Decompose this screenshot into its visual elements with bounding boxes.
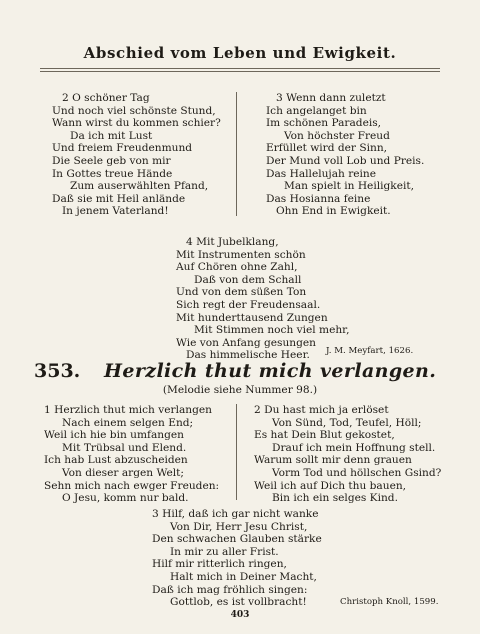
verse-line: 3 Wenn dann zuletzt — [276, 92, 386, 104]
melody-reference: (Melodie siehe Nummer 98.) — [162, 384, 318, 396]
header-rule-double — [40, 71, 440, 72]
verse-line: Und noch viel schönste Stund, — [52, 104, 216, 117]
verse-line: Daß sie mit Heil anlände — [52, 192, 186, 205]
previous-hymn-stanza-3 — [266, 92, 424, 218]
previous-hymn-author: J. M. Meyfart, 1626. — [326, 346, 414, 356]
verse-line: Im schönen Paradeis, — [266, 117, 382, 130]
hymn-stanza-2 — [254, 404, 441, 505]
verse-line: 2 O schöner Tag — [62, 92, 150, 104]
running-title: Abschied vom Leben und Ewigkeit. — [83, 44, 397, 62]
verse-line: Das Hallelujah reine — [266, 167, 377, 180]
verse-line: Mit Trübsal und Elend. — [62, 441, 187, 454]
verse-line: In Gottes treue Hände — [52, 167, 173, 180]
verse-line: Ich angelanget bin — [266, 104, 367, 117]
verse-line: Weil ich hie bin umfangen — [44, 429, 184, 442]
verse-line: In jenem Vaterland! — [62, 205, 169, 218]
verse-line: Zum auserwählten Pfand, — [70, 180, 209, 193]
verse-line: Sich regt der Freudensaal. — [176, 298, 321, 311]
verse-line: Wann wirst du kommen schier? — [52, 117, 221, 130]
verse-line: Drauf ich mein Hoffnung stell. — [272, 441, 436, 454]
verse-line: 2 Du hast mich ja erlöset — [254, 404, 389, 416]
verse-line: Der Mund voll Lob und Preis. — [266, 154, 425, 167]
verse-line: Das Hosianna feine — [266, 192, 371, 205]
verse-line: Sehn mich nach ewger Freuden: — [44, 479, 220, 492]
hymn-author: Christoph Knoll, 1599. — [340, 597, 439, 607]
column-divider — [236, 404, 237, 500]
page-number: 403 — [230, 610, 250, 620]
verse-line: O Jesu, komm nur bald. — [62, 492, 189, 505]
verse-line: Daß von dem Schall — [194, 273, 302, 286]
verse-line: Von dieser argen Welt; — [62, 466, 184, 479]
verse-line: Man spielt in Heiligkeit, — [284, 180, 414, 193]
verse-line: Ich hab Lust abzuscheiden — [44, 454, 188, 467]
verse-line: 3 Hilf, daß ich gar nicht wanke — [152, 508, 319, 520]
verse-line: Auf Chören ohne Zahl, — [176, 261, 298, 274]
verse-line: Von Dir, Herr Jesu Christ, — [170, 520, 308, 533]
verse-line: Mit hunderttausend Zungen — [176, 311, 328, 324]
header-rule — [40, 68, 440, 69]
hymn-stanza-1 — [44, 404, 219, 505]
verse-line: Vorm Tod und höllschen Gsind? — [272, 466, 442, 479]
verse-line: Und freiem Freudenmund — [52, 142, 193, 155]
verse-line: 4 Mit Jubelklang, — [186, 236, 279, 248]
hymn-number: 353. — [34, 360, 81, 382]
verse-line: Von Sünd, Tod, Teufel, Höll; — [272, 416, 422, 429]
verse-line: Das himmelische Heer. — [186, 349, 310, 362]
verse-line: Warum sollt mir denn grauen — [254, 454, 412, 467]
previous-hymn-stanza-2 — [52, 92, 221, 218]
hymn-stanza-3 — [152, 508, 322, 609]
verse-line: Die Seele geb von mir — [52, 154, 171, 167]
verse-line: Von höchster Freud — [284, 129, 390, 142]
verse-line: Mit Instrumenten schön — [176, 248, 306, 261]
verse-line: 1 Herzlich thut mich verlangen — [44, 404, 212, 416]
verse-line: Gottlob, es ist vollbracht! — [170, 596, 307, 609]
previous-hymn-stanza-4 — [176, 236, 349, 362]
verse-line: Hilf mir ritterlich ringen, — [152, 558, 287, 571]
verse-line: Erfüllet wird der Sinn, — [266, 142, 388, 155]
verse-line: Nach einem selgen End; — [62, 416, 194, 429]
verse-line: Bin ich ein selges Kind. — [272, 492, 398, 505]
verse-line: In mir zu aller Frist. — [170, 545, 279, 558]
verse-line: Den schwachen Glauben stärke — [152, 533, 322, 546]
verse-line: Und von dem süßen Ton — [176, 286, 307, 299]
hymn-title: Herzlich thut mich verlangen. — [104, 360, 437, 382]
verse-line: Wie von Anfang gesungen — [176, 336, 316, 349]
verse-line: Mit Stimmen noch viel mehr, — [194, 324, 350, 337]
verse-line: Halt mich in Deiner Macht, — [170, 570, 317, 583]
verse-line: Ohn End in Ewigkeit. — [276, 205, 391, 218]
verse-line: Daß ich mag fröhlich singen: — [152, 583, 308, 596]
column-divider — [236, 92, 237, 216]
verse-line: Da ich mit Lust — [70, 129, 153, 142]
verse-line: Weil ich auf Dich thu bauen, — [254, 479, 407, 492]
verse-line: Es hat Dein Blut gekostet, — [254, 429, 395, 442]
